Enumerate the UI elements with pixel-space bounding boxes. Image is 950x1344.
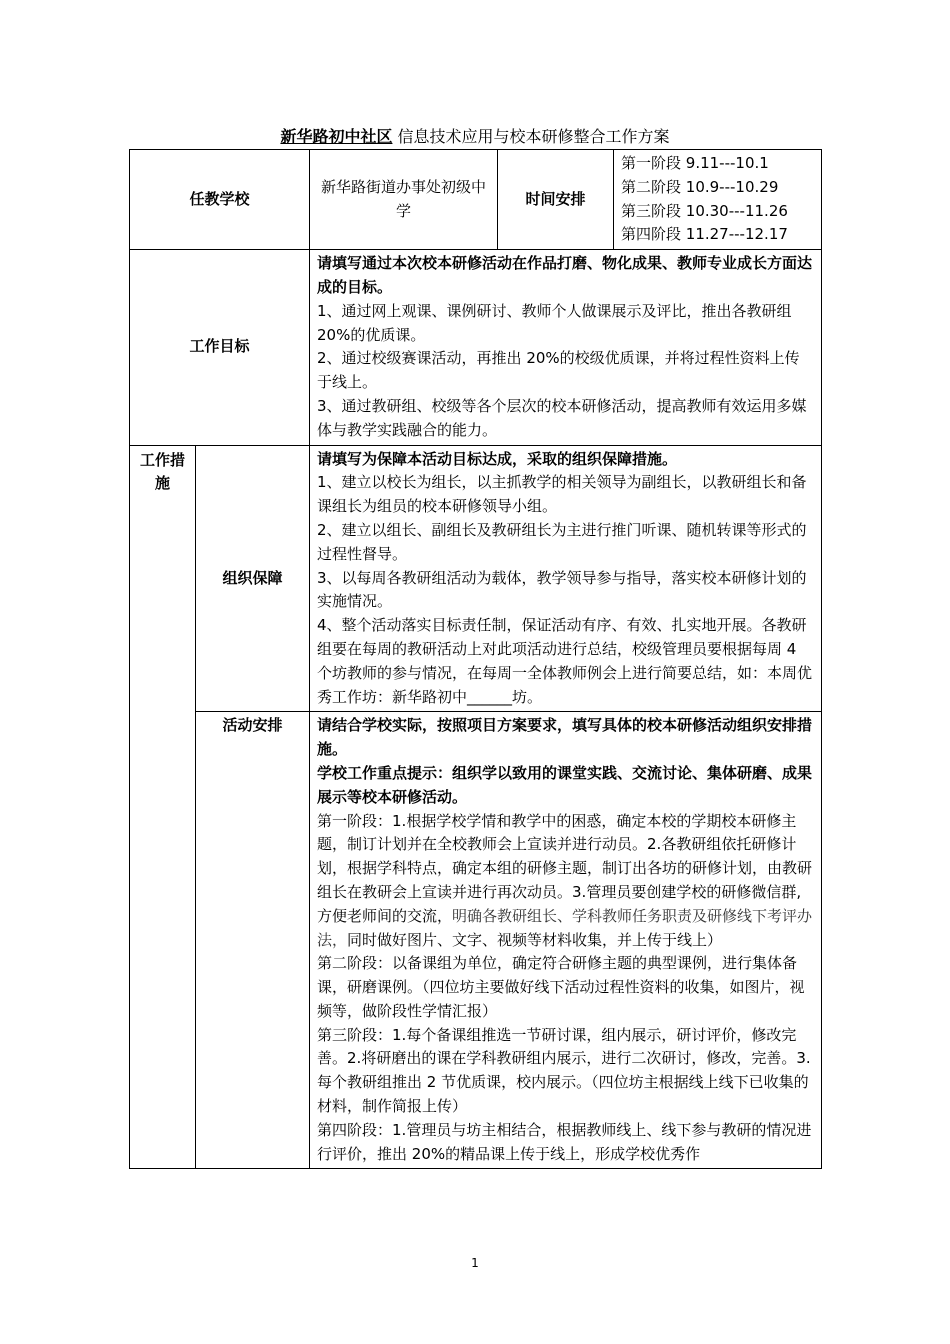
plan-table <box>129 149 822 1169</box>
stage-3-time: 第三阶段 10.30---11.26 <box>621 201 788 220</box>
goals-label: 工作目标 <box>130 250 310 445</box>
time-schedule <box>614 150 822 250</box>
activity-stage-4: 第四阶段：1.管理员与坊主相结合，根据教师线上、线下参与教研的情况进行评价，推出 20%的精品课上传于线上，形成学校优秀作 <box>317 1120 812 1163</box>
org-item-4: 4、整个活动落实目标责任制，保证活动有序、有效、扎实地开展。各教研组要在每周的教研活动上对此项活动进行总结，校级管理员要根据每周 4 个坊教师的参与情况，在每周一全体教师例会上进行简要总结，如：本周优秀工作坊：新华路初中______坊。 <box>317 616 813 706</box>
stage-1-text-b: 明确各教研组长、学科教师任务职责及研修线下考评办法， <box>317 906 813 949</box>
goals-row <box>130 250 822 445</box>
activity-hint: 学校工作重点提示：组织学以致用的课堂实践、交流讨论、集体研磨、成果展示等校本研修活动。 <box>317 763 813 806</box>
stage-4-time: 第四阶段 11.27---12.17 <box>621 225 788 244</box>
activity-stage-3: 第三阶段：1.每个备课组推选一节研讨课，组内展示，研讨评价，修改完善。2.将研磨出的课在学科教研组内展示，进行二次研讨，修改，完善。3.每个教研组推出 2 节优质课，校内展示。（四位坊主根据线上线下已收集的材料，制作简报上传） <box>317 1025 811 1116</box>
org-label: 组织保障 <box>196 445 310 712</box>
org-row <box>130 445 822 712</box>
activity-content <box>310 712 822 1169</box>
page-number: 1 <box>471 1256 479 1270</box>
org-prompt: 请填写为保障本活动目标达成，采取的组织保障措施。 <box>317 449 678 468</box>
stage-2-time: 第二阶段 10.9---10.29 <box>621 177 779 196</box>
activity-label: 活动安排 <box>196 712 310 1169</box>
measures-label: 工作措施 <box>130 445 196 1169</box>
org-item-3: 3、以每周各教研组活动为载体，教学领导参与指导，落实校本研修计划的实施情况。 <box>317 568 807 611</box>
goals-prompt: 请填写通过本次校本研修活动在作品打磨、物化成果、教师专业成长方面达成的目标。 <box>317 254 813 296</box>
time-label: 时间安排 <box>498 150 614 250</box>
activity-stage-1 <box>317 810 814 953</box>
school-row <box>130 150 822 250</box>
goal-item-1: 1、通过网上观课、课例研讨、教师个人做课展示及评比，推出各教研组 20%的优质课。 <box>317 301 792 344</box>
goal-item-2: 2、通过校级赛课活动，再推出 20%的校级优质课，并将过程性资料上传于线上。 <box>317 349 800 392</box>
document-title <box>0 126 950 148</box>
stage-1-text-c: 同时做好图片、文字、视频等材料收集，并上传于线上） <box>347 930 723 949</box>
goals-content <box>310 250 822 445</box>
title-main: 信息技术应用与校本研修整合工作方案 <box>397 127 670 146</box>
activity-stage-2: 第二阶段：以备课组为单位，确定符合研修主题的典型课例，进行集体备课，研磨课例。（四位坊主要做好线下活动过程性资料的收集，如图片，视频等，做阶段性学情汇报） <box>317 954 805 1020</box>
stage-1-text-a: 第一阶段：1.根据学校学情和教学中的困惑，确定本校的学期校本研修主题，制订计划并在全校教师会上宣读并进行动员。2.各教研组依托研修计划，根据学科特点，确定本组的研修主题，制订出各坊的研修计划，由教研组长在教研会上宣读并进行再次动员。3.管理员要创建学校的研修微信群,方便老师间的交流， <box>317 811 813 925</box>
activity-row <box>130 712 822 1169</box>
goal-item-3: 3、通过教研组、校级等各个层次的校本研修活动，提高教师有效运用多媒体与教学实践融合的能力。 <box>317 396 807 439</box>
org-content <box>310 445 822 712</box>
school-label: 任教学校 <box>130 150 310 250</box>
activity-prompt: 请结合学校实际，按照项目方案要求，填写具体的校本研修活动组织安排措施。 <box>317 716 813 759</box>
org-item-2: 2、建立以组长、副组长及教研组长为主进行推门听课、随机转课等形式的过程性督导。 <box>317 520 807 563</box>
org-item-1: 1、建立以校长为组长，以主抓教学的相关领导为副组长，以教研组长和备课组长为组员的校本研修领导小组。 <box>317 473 807 516</box>
school-value: 新华路街道办事处初级中学 <box>310 150 498 250</box>
stage-1-time: 第一阶段 9.11---10.1 <box>621 154 769 172</box>
title-community: 新华路初中社区 <box>280 127 393 146</box>
